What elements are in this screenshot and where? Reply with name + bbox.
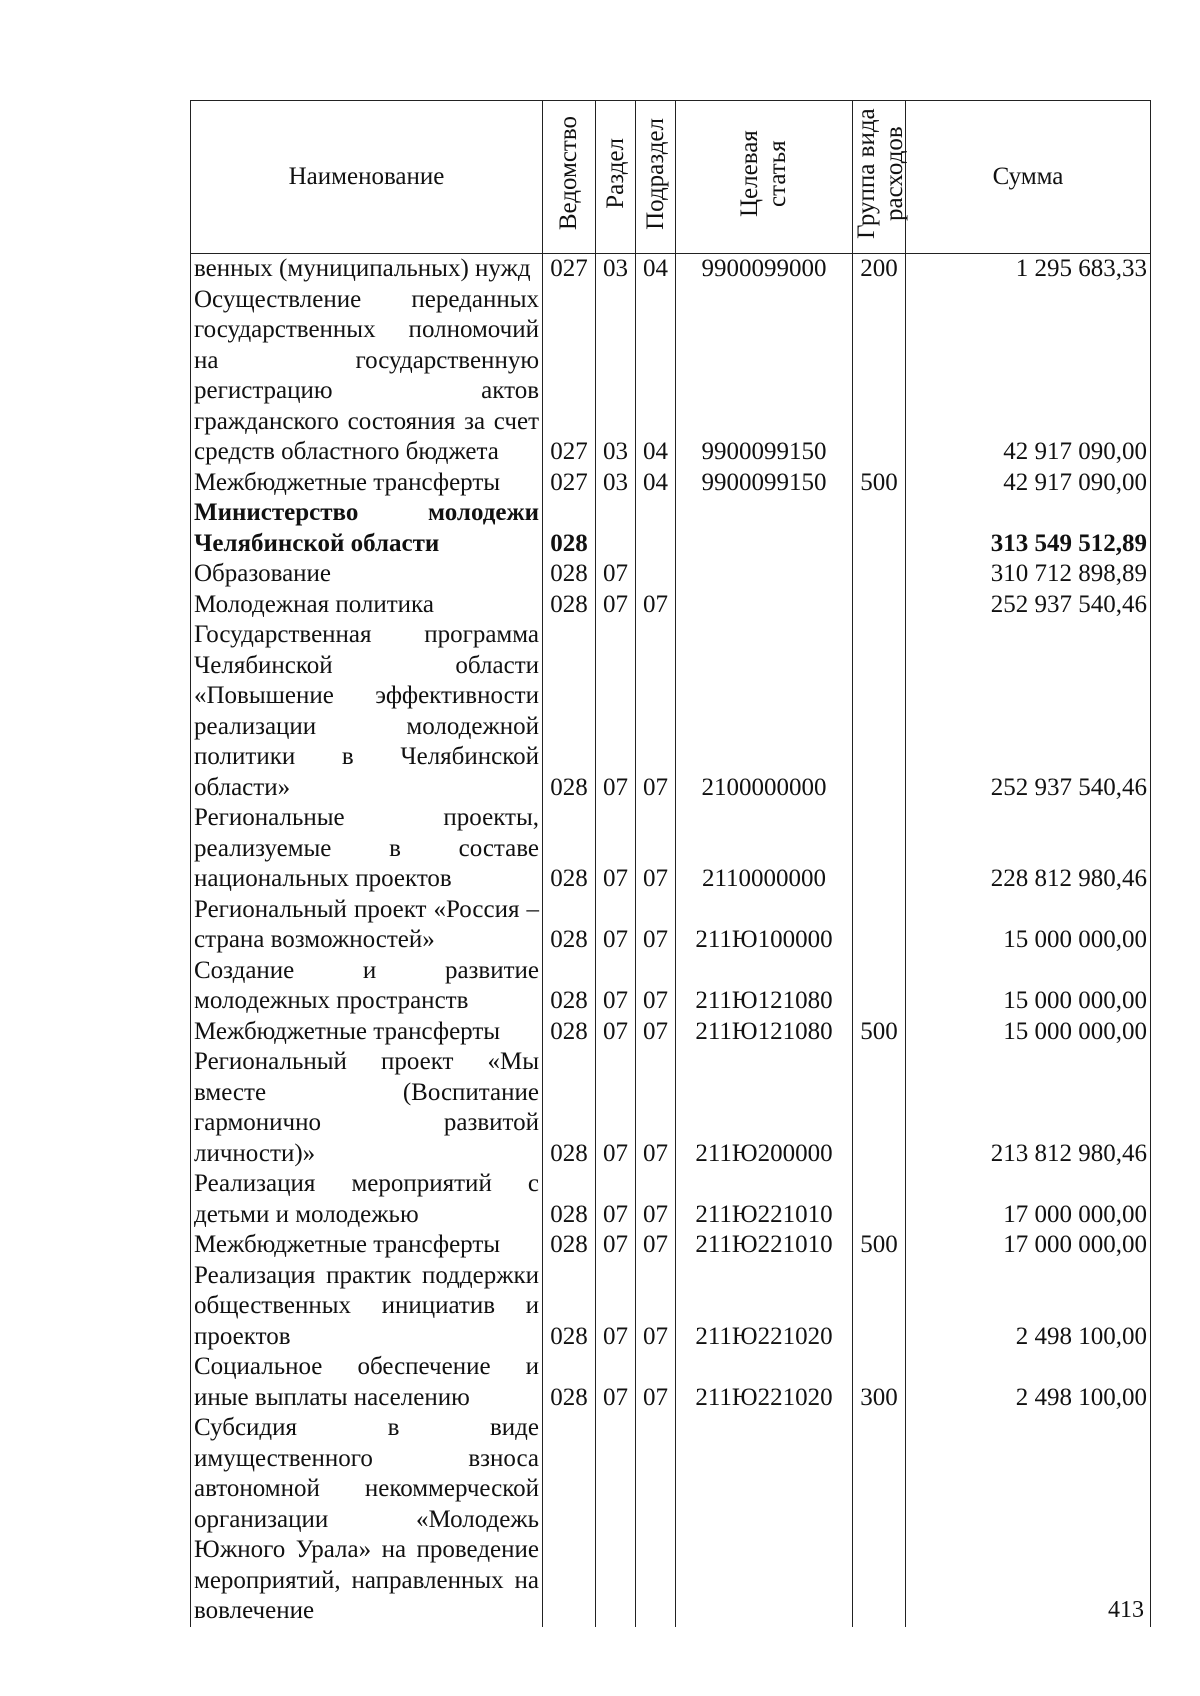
table-row — [191, 559, 1151, 590]
cell-subsection: 07 — [636, 1017, 676, 1048]
cell-group — [853, 1261, 906, 1353]
cell-sum — [906, 1413, 1151, 1627]
cell-target — [676, 1413, 853, 1627]
cell-target: 211Ю200000 — [676, 1047, 853, 1169]
cell-group — [853, 895, 906, 956]
cell-target — [676, 498, 853, 559]
cell-section — [596, 1413, 636, 1627]
cell-group — [853, 590, 906, 621]
cell-target: 211Ю221010 — [676, 1169, 853, 1230]
cell-sum: 310 712 898,89 — [906, 559, 1151, 590]
cell-target: 2110000000 — [676, 803, 853, 895]
cell-group: 500 — [853, 1017, 906, 1048]
header-name: Наименование — [191, 101, 543, 254]
cell-group — [853, 498, 906, 559]
table-row — [191, 254, 1151, 285]
cell-sum: 17 000 000,00 — [906, 1169, 1151, 1230]
cell-name: Субсидия в виде имущественного взноса автономной некоммерческой организации «Молодежь Южного Урала» на проведение мероприятий, направленных на вовлечение — [191, 1413, 543, 1627]
cell-sum: 15 000 000,00 — [906, 956, 1151, 1017]
table-row — [191, 1230, 1151, 1261]
cell-dept — [543, 1413, 596, 1627]
page-number: 413 — [1108, 1597, 1144, 1623]
cell-target — [676, 559, 853, 590]
table-row — [191, 1261, 1151, 1353]
cell-group — [853, 620, 906, 803]
cell-section: 07 — [596, 1047, 636, 1169]
header-sum: Сумма — [906, 101, 1151, 254]
cell-subsection: 07 — [636, 1352, 676, 1413]
cell-sum: 252 937 540,46 — [906, 620, 1151, 803]
cell-target: 211Ю121080 — [676, 1017, 853, 1048]
cell-target: 211Ю221020 — [676, 1352, 853, 1413]
cell-name: Осуществление переданных государственных полномочий на государственную регистрацию актов гражданского состояния за счет средств областного бюджета — [191, 285, 543, 468]
cell-dept: 028 — [543, 590, 596, 621]
cell-name: Межбюджетные трансферты — [191, 1230, 543, 1261]
cell-sum: 1 295 683,33 — [906, 254, 1151, 285]
table-row — [191, 1047, 1151, 1169]
cell-name: Государственная программа Челябинской области «Повышение эффективности реализации молодежной политики в Челябинской области» — [191, 620, 543, 803]
cell-subsection — [636, 498, 676, 559]
table-row — [191, 285, 1151, 468]
cell-target: 211Ю221010 — [676, 1230, 853, 1261]
cell-section: 07 — [596, 620, 636, 803]
cell-subsection: 07 — [636, 1261, 676, 1353]
cell-group — [853, 1047, 906, 1169]
cell-subsection: 07 — [636, 590, 676, 621]
cell-section: 03 — [596, 254, 636, 285]
table-row — [191, 468, 1151, 499]
table-row — [191, 1169, 1151, 1230]
cell-sum: 42 917 090,00 — [906, 468, 1151, 499]
header-dept: Ведомство — [543, 101, 596, 254]
cell-subsection — [636, 1413, 676, 1627]
cell-sum: 228 812 980,46 — [906, 803, 1151, 895]
cell-subsection — [636, 559, 676, 590]
cell-section: 03 — [596, 285, 636, 468]
cell-group — [853, 559, 906, 590]
table-row — [191, 1352, 1151, 1413]
cell-dept: 028 — [543, 1169, 596, 1230]
cell-dept: 028 — [543, 1230, 596, 1261]
cell-group — [853, 1413, 906, 1627]
cell-section: 07 — [596, 559, 636, 590]
cell-name: Региональные проекты, реализуемые в составе национальных проектов — [191, 803, 543, 895]
cell-section: 07 — [596, 1352, 636, 1413]
cell-subsection: 07 — [636, 803, 676, 895]
cell-dept: 027 — [543, 285, 596, 468]
table-row — [191, 1017, 1151, 1048]
cell-group: 500 — [853, 1230, 906, 1261]
cell-dept: 027 — [543, 254, 596, 285]
cell-name: Образование — [191, 559, 543, 590]
cell-section: 07 — [596, 1261, 636, 1353]
table-row — [191, 803, 1151, 895]
cell-name: Создание и развитие молодежных пространств — [191, 956, 543, 1017]
cell-group — [853, 803, 906, 895]
cell-sum: 17 000 000,00 — [906, 1230, 1151, 1261]
cell-section: 03 — [596, 468, 636, 499]
cell-name: Региональный проект «Россия – страна возможностей» — [191, 895, 543, 956]
cell-section: 07 — [596, 590, 636, 621]
cell-name: Реализация мероприятий с детьми и молодежью — [191, 1169, 543, 1230]
cell-target: 2100000000 — [676, 620, 853, 803]
cell-target: 9900099150 — [676, 468, 853, 499]
cell-subsection: 07 — [636, 895, 676, 956]
budget-table — [190, 100, 1151, 1627]
cell-dept: 028 — [543, 498, 596, 559]
cell-name: Межбюджетные трансферты — [191, 468, 543, 499]
cell-sum: 2 498 100,00 — [906, 1261, 1151, 1353]
cell-dept: 027 — [543, 468, 596, 499]
cell-section: 07 — [596, 1017, 636, 1048]
cell-dept: 028 — [543, 956, 596, 1017]
cell-dept: 028 — [543, 1047, 596, 1169]
cell-section: 07 — [596, 895, 636, 956]
cell-sum: 2 498 100,00 — [906, 1352, 1151, 1413]
cell-section: 07 — [596, 1230, 636, 1261]
table-row — [191, 590, 1151, 621]
cell-target: 9900099000 — [676, 254, 853, 285]
header-target: Целевая статья — [676, 101, 853, 254]
cell-name: Социальное обеспечение и иные выплаты населению — [191, 1352, 543, 1413]
cell-section: 07 — [596, 956, 636, 1017]
table-row — [191, 620, 1151, 803]
cell-sum: 42 917 090,00 — [906, 285, 1151, 468]
table-body — [191, 254, 1151, 1627]
cell-name: венных (муниципальных) нужд — [191, 254, 543, 285]
cell-subsection: 04 — [636, 254, 676, 285]
cell-subsection: 07 — [636, 620, 676, 803]
cell-section — [596, 498, 636, 559]
table-row — [191, 895, 1151, 956]
cell-subsection: 07 — [636, 956, 676, 1017]
header-subsection: Подраздел — [636, 101, 676, 254]
cell-name: Реализация практик поддержки общественных инициатив и проектов — [191, 1261, 543, 1353]
cell-dept: 028 — [543, 1261, 596, 1353]
header-section: Раздел — [596, 101, 636, 254]
header-group: Группа вида расходов — [853, 101, 906, 254]
table-header — [191, 101, 1151, 254]
cell-subsection: 04 — [636, 468, 676, 499]
cell-sum: 313 549 512,89 — [906, 498, 1151, 559]
cell-subsection: 07 — [636, 1047, 676, 1169]
cell-target — [676, 590, 853, 621]
cell-target: 9900099150 — [676, 285, 853, 468]
cell-name: Региональный проект «Мы вместе (Воспитание гармонично развитой личности)» — [191, 1047, 543, 1169]
cell-dept: 028 — [543, 1017, 596, 1048]
cell-dept: 028 — [543, 620, 596, 803]
cell-subsection: 07 — [636, 1230, 676, 1261]
cell-group — [853, 285, 906, 468]
table-row — [191, 498, 1151, 559]
cell-group — [853, 956, 906, 1017]
cell-subsection: 04 — [636, 285, 676, 468]
table-row — [191, 956, 1151, 1017]
cell-name: Межбюджетные трансферты — [191, 1017, 543, 1048]
cell-sum: 15 000 000,00 — [906, 895, 1151, 956]
cell-section: 07 — [596, 803, 636, 895]
cell-dept: 028 — [543, 895, 596, 956]
cell-subsection: 07 — [636, 1169, 676, 1230]
table-row — [191, 1413, 1151, 1627]
cell-group: 200 — [853, 254, 906, 285]
cell-sum: 213 812 980,46 — [906, 1047, 1151, 1169]
cell-sum: 252 937 540,46 — [906, 590, 1151, 621]
cell-group: 500 — [853, 468, 906, 499]
cell-group — [853, 1169, 906, 1230]
cell-target: 211Ю121080 — [676, 956, 853, 1017]
cell-target: 211Ю221020 — [676, 1261, 853, 1353]
cell-dept: 028 — [543, 803, 596, 895]
cell-sum: 15 000 000,00 — [906, 1017, 1151, 1048]
cell-name: Министерство молодежи Челябинской области — [191, 498, 543, 559]
cell-dept: 028 — [543, 1352, 596, 1413]
cell-section: 07 — [596, 1169, 636, 1230]
cell-dept: 028 — [543, 559, 596, 590]
cell-name: Молодежная политика — [191, 590, 543, 621]
cell-target: 211Ю100000 — [676, 895, 853, 956]
cell-group: 300 — [853, 1352, 906, 1413]
